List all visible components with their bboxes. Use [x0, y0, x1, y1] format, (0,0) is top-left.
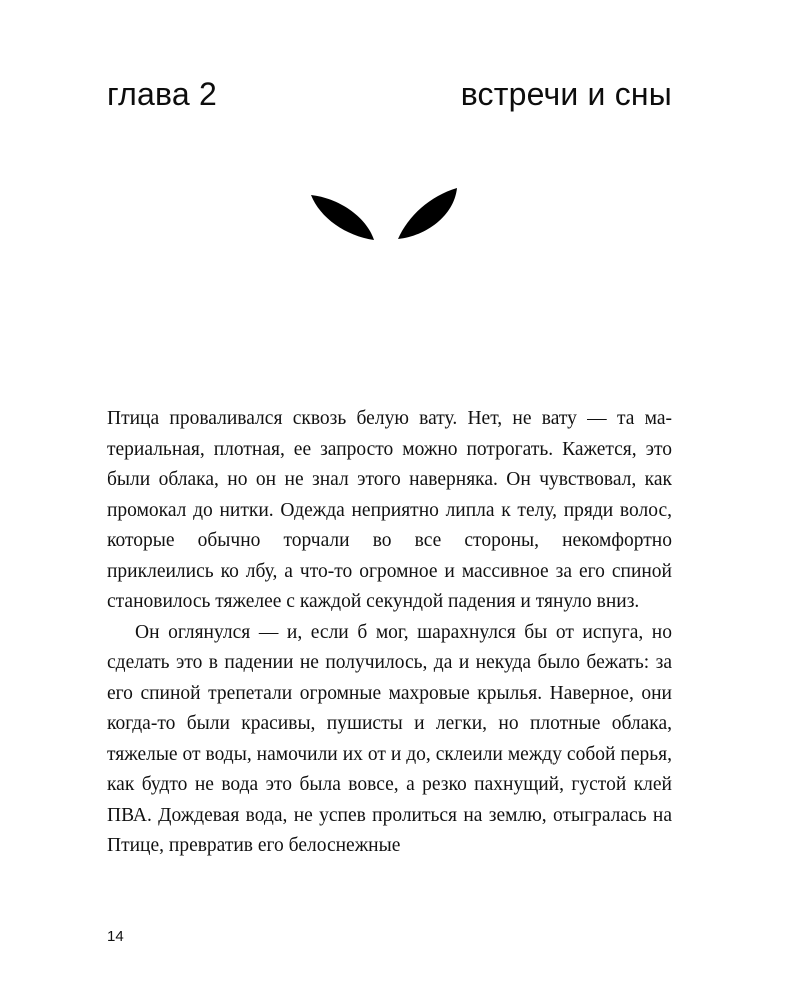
- chapter-title: встречи и сны: [460, 76, 672, 112]
- eyes-ornament-icon: [308, 186, 468, 244]
- chapter-number: глава 2: [107, 76, 217, 112]
- page-number: 14: [107, 928, 124, 945]
- left-eye-shape: [311, 195, 374, 240]
- chapter-header: [107, 76, 672, 120]
- right-eye-shape: [398, 188, 457, 239]
- paragraph-1: Птица проваливался сквозь белую вату. Нет, не вату — та материальная, плотная, ее запросто можно потрогать. Кажется, это были облака, но он не знал этого наверняка. Он чувствовал, как промокал до нитки. Одежда неприятно липла к телу, пряди волос, которые обычно торчали во все стороны, некомфортно приклеились ко лбу, а что-то огромное и массивное за его спиной становилось тяжелее с каждой секундой падения и тянуло вниз.: [107, 408, 672, 612]
- body-text: [107, 404, 672, 862]
- paragraph-2: Он оглянулся — и, если б мог, шарахнулся бы от испуга, но сделать это в падении не получилось, да и некуда было бежать: за его спиной трепетали огромные махровые крылья. Наверное, они когда-то были красивы, пушисты и легки, но плотные облака, тяжелые от воды, намочили их от и до, склеили между собой перья, как будто не вода это была вовсе, а резко пахнущий, густой клей ПВА. Дождевая вода, не успев пролиться на землю, отыгралась на Птице, превратив его белоснежные: [107, 621, 672, 856]
